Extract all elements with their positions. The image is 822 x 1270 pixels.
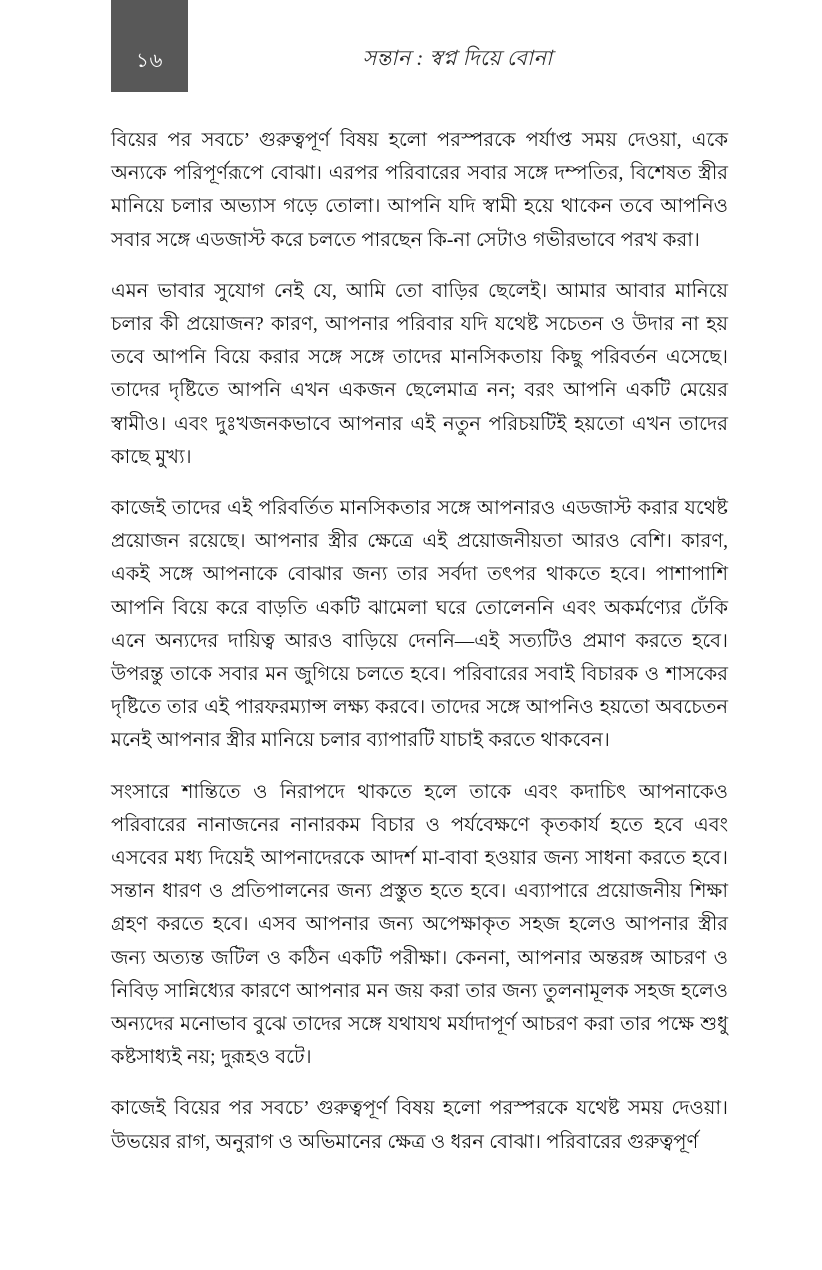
page-number: ১৬ [136,50,163,72]
paragraph-4: সংসারে শান্তিতে ও নিরাপদে থাকতে হলে তাকে এবং কদাচিৎ আপনাকেও পরিবারের নানাজনের নানারকম বিচার ও পর্যবেক্ষণে কৃতকার্য হতে হবে এবং এসবের মধ্য দিয়েই আপনাদেরকে আদর্শ মা-বাবা হওয়ার জন্য সাধনা করতে হবে। সন্তান ধারণ ও প্রতিপালনের জন্য প্রস্তুত হতে হবে। এব্যাপারে প্রয়োজনীয় শিক্ষা গ্রহণ করতে হবে। এসব আপনার জন্য অপেক্ষাকৃত সহজ হলেও আপনার স্ত্রীর জন্য অত্যন্ত জটিল ও কঠিন একটি পরীক্ষা। কেননা, আপনার অন্তরঙ্গ আচরণ ও নিবিড় সান্নিধ্যের কারণে আপনার মন জয় করা তার জন্য তুলনামূলক সহজ হলেও অন্যদের মনোভাব বুঝে তাদের সঙ্গে যথাযথ মর্যাদাপূর্ণ আচরণ করা তার পক্ষে শুধু কষ্টসাধ্যই নয়; দুরূহও বটে। [111,781,728,1069]
running-header [0,0,822,95]
paragraph-1: বিয়ের পর সবচে’ গুরুত্বপূর্ণ বিষয় হলো পরস্পরকে পর্যাপ্ত সময় দেওয়া, একে অন্যকে পরিপূর্ণরূপে বোঝা। এরপর পরিবারের সবার সঙ্গে দম্পতির, বিশেষত স্ত্রীর মানিয়ে চলার অভ্যাস গড়ে তোলা। আপনি যদি স্বামী হয়ে থাকেন তবে আপনিও সবার সঙ্গে এডজাস্ট করে চলতে পারছেন কি-না সেটাও গভীরভাবে পরখ করা। [111,130,728,251]
body-text [111,124,728,1159]
paragraph-5: কাজেই বিয়ের পর সবচে’ গুরুত্বপূর্ণ বিষয় হলো পরস্পরকে যথেষ্ট সময় দেওয়া। উভয়ের রাগ, অনুরাগ ও অভিমানের ক্ষেত্র ও ধরন বোঝা। পরিবারের গুরুত্বপূর্ণ [111,1098,728,1153]
page-number-box [111,0,188,92]
running-title: সন্তান : স্বপ্ন দিয়ে বোনা [362,45,553,70]
paragraph-3: কাজেই তাদের এই পরিবর্তিত মানসিকতার সঙ্গে আপনারও এডজাস্ট করার যথেষ্ট প্রয়োজন রয়েছে। আপনার স্ত্রীর ক্ষেত্রে এই প্রয়োজনীয়তা আরও বেশি। কারণ, একই সঙ্গে আপনাকে বোঝার জন্য তার সর্বদা তৎপর থাকতে হবে। পাশাপাশি আপনি বিয়ে করে বাড়তি একটি ঝামেলা ঘরে তোলেননি এবং অকর্মণ্যের ঢেঁকি এনে অন্যদের দায়িত্ব আরও বাড়িয়ে দেননি—এই সত্যটিও প্রমাণ করতে হবে। উপরন্তু তাকে সবার মন জুগিয়ে চলতে হবে। পরিবারের সবাই বিচারক ও শাসকের দৃষ্টিতে তার এই পারফরম্যান্স লক্ষ্য করবে। তাদের সঙ্গে আপনিও হয়তো অবচেতন মনেই আপনার স্ত্রীর মানিয়ে চলার ব্যাপারটি যাচাই করতে থাকবেন। [111,498,728,752]
paragraph-2: এমন ভাবার সুযোগ নেই যে, আমি তো বাড়ির ছেলেই। আমার আবার মানিয়ে চলার কী প্রয়োজন? কারণ, আপনার পরিবার যদি যথেষ্ট সচেতন ও উদার না হয় তবে আপনি বিয়ে করার সঙ্গে সঙ্গে তাদের মানসিকতায় কিছু পরিবর্তন এসেছে। তাদের দৃষ্টিতে আপনি এখন একজন ছেলেমাত্র নন; বরং আপনি একটি মেয়ের স্বামীও। এবং দুঃখজনকভাবে আপনার এই নতুন পরিচয়টিই হয়তো এখন তাদের কাছে মুখ্য। [111,280,728,468]
